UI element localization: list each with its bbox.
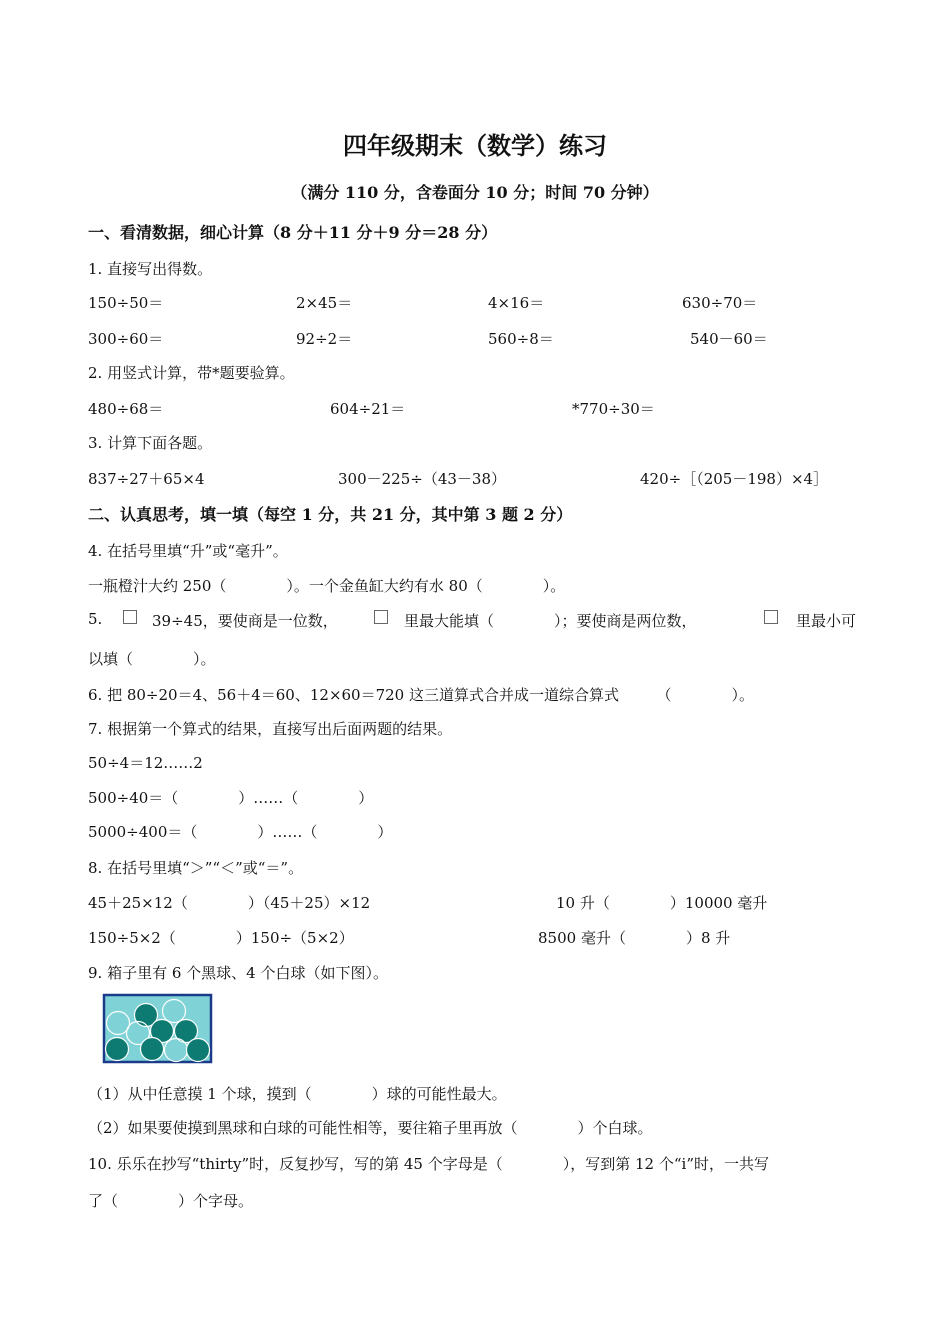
q1-item: 560÷8＝ (488, 330, 554, 348)
q3-prompt: 3. 计算下面各题。 (88, 434, 213, 452)
q3-item: 300－225÷（43－38） (338, 470, 507, 488)
q7-line: 5000÷400＝（ ）……（ ） (88, 823, 393, 841)
q2-item: 480÷68＝ (88, 400, 164, 418)
exam-info: （满分 110 分，含卷面分 10 分；时间 70 分钟） (291, 183, 659, 202)
q9-prompt: 9. 箱子里有 6 个黑球、4 个白球（如下图）。 (88, 964, 388, 982)
q9-sub: （1）从中任意摸 1 个球，摸到（ ）球的可能性最大。 (88, 1085, 507, 1103)
black-ball (187, 1039, 210, 1062)
q5-text: 以填（ ）。 (88, 650, 216, 668)
section-2-heading: 二、认真思考，填一填（每空 1 分，共 21 分，其中第 3 题 2 分） (88, 505, 573, 524)
ball-box-figure (102, 993, 214, 1065)
q1-item: 2×45＝ (296, 294, 353, 312)
blank-square-icon (123, 610, 137, 624)
q5-number: 5. (88, 610, 103, 628)
q4-prompt: 4. 在括号里填“升”或“毫升”。 (88, 542, 288, 560)
q8-prompt: 8. 在括号里填“＞”“＜”或“＝”。 (88, 859, 304, 877)
q8-item: 45＋25×12（ ）（45＋25）×12 (88, 894, 371, 912)
q2-prompt: 2. 用竖式计算，带*题要验算。 (88, 364, 295, 382)
black-ball (141, 1038, 164, 1061)
page-title: 四年级期末（数学）练习 (343, 131, 607, 160)
q9-sub: （2）如果要使摸到黑球和白球的可能性相等，要往箱子里再放（ ）个白球。 (88, 1119, 653, 1137)
q2-item: 604÷21＝ (330, 400, 406, 418)
q7-line: 50÷4＝12……2 (88, 754, 203, 772)
q10-line: 了（ ）个字母。 (88, 1192, 254, 1210)
q8-item: 150÷5×2（ ）150÷（5×2） (88, 929, 354, 947)
q5-text: 39÷45，要使商是一位数， (152, 612, 338, 630)
q1-item: 540－60＝ (690, 330, 768, 348)
q3-item: 837÷27＋65×4 (88, 470, 205, 488)
q1-item: 92÷2＝ (296, 330, 353, 348)
q1-item: 300÷60＝ (88, 330, 164, 348)
q8-item: 8500 毫升（ ）8 升 (538, 929, 731, 947)
black-ball (106, 1038, 129, 1061)
q1-item: 150÷50＝ (88, 294, 164, 312)
q5-text: 里最大能填（ ）；要使商是两位数， (404, 612, 697, 630)
q3-item: 420÷［（205－198）×4］ (640, 470, 829, 488)
blank-square-icon (374, 610, 388, 624)
q2-item: *770÷30＝ (572, 400, 655, 418)
q4-line: 一瓶橙汁大约 250（ ）。一个金鱼缸大约有水 80（ ）。 (88, 577, 566, 595)
q1-item: 4×16＝ (488, 294, 545, 312)
section-1-heading: 一、看清数据，细心计算（8 分＋11 分＋9 分＝28 分） (88, 223, 498, 242)
q10-line: 10. 乐乐在抄写“thirty”时，反复抄写，写的第 45 个字母是（ ），写到第 12 个“i”时，一共写 (88, 1155, 770, 1173)
q1-prompt: 1. 直接写出得数。 (88, 260, 213, 278)
q6-line: 6. 把 80÷20＝4、56＋4＝60、12×60＝720 这三道算式合并成一道综合算式 （ ）。 (88, 686, 754, 704)
q8-item: 10 升（ ）10000 毫升 (556, 894, 768, 912)
blank-square-icon (764, 610, 778, 624)
q7-line: 500÷40＝（ ）……（ ） (88, 789, 374, 807)
q5-text: 里最小可 (796, 612, 857, 630)
q1-item: 630÷70＝ (682, 294, 758, 312)
q7-prompt: 7. 根据第一个算式的结果，直接写出后面两题的结果。 (88, 720, 453, 738)
